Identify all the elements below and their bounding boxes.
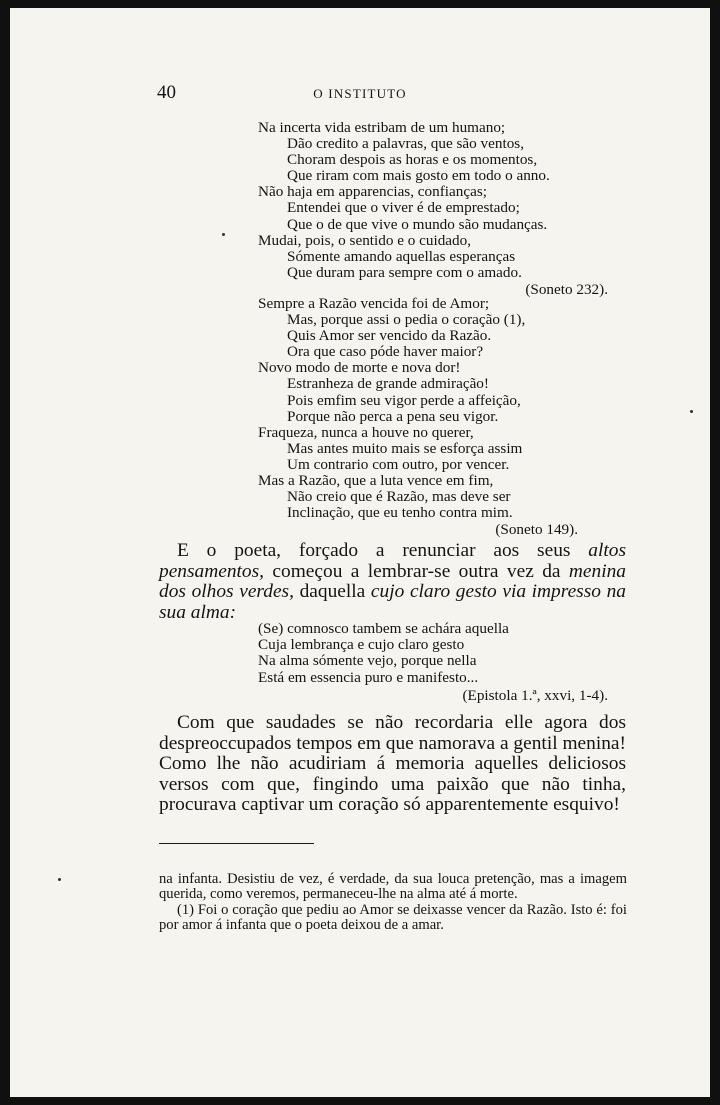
poem-line: Mas, porque assi o pedia o coração (1), xyxy=(287,311,526,329)
poem-line: Sómente amando aquellas esperanças xyxy=(287,247,516,265)
print-speck xyxy=(58,878,61,881)
poem-line: Que riram com mais gosto em todo o anno. xyxy=(287,167,550,185)
poem-line: Ora que caso póde haver maior? xyxy=(287,343,484,361)
poem-line: Cuja lembrança e cujo claro gesto xyxy=(258,636,465,654)
poem-line: Sempre a Razão vencida foi de Amor; xyxy=(258,295,490,312)
poem-line: Choram despois as horas e os momentos, xyxy=(287,151,538,169)
footnote-continuation: na infanta. Desistiu de vez, é verdade, da sua louca pretenção, mas a imagem querida, como veremos, permaneceu-lhe na alma até á morte. xyxy=(159,871,627,903)
book-page xyxy=(10,8,710,1097)
paragraph-text: Com que saudades se não recordaria elle agora dos despreoccupados tempos em que namorava a gentil menina! Como lhe não acudiriam á memoria aquelles deliciosos versos com que, fingindo uma paixão que não tinha, procurava captivar um coração só apparentemente esquivo! xyxy=(159,712,626,815)
poem-line: Dão credito a palavras, que são ventos, xyxy=(287,135,525,153)
poem-citation: (Soneto 232). xyxy=(525,280,608,298)
poem-line: Está em essencia puro e manifesto... xyxy=(258,668,479,686)
footnotes xyxy=(159,872,627,934)
poem-line: Pois emfim seu vigor perde a affeição, xyxy=(287,391,521,409)
paragraph-text xyxy=(159,541,626,623)
emphasis: menina dos olhos verdes, xyxy=(159,560,626,602)
poem-line: Mas a Razão, que a luta vence em fim, xyxy=(258,472,494,490)
poem-line: Porque não perca a pena seu vigor. xyxy=(287,407,499,425)
poem-soneto-149 xyxy=(258,296,578,538)
poem-line: Não creio que é Razão, mas deve ser xyxy=(287,488,511,506)
poem-line: Estranheza de grande admiração! xyxy=(287,375,489,393)
poem-line: Inclinação, que eu tenho contra mim. xyxy=(287,504,513,522)
footnote-rule xyxy=(159,843,314,844)
poem-line: Um contrario com outro, por vencer. xyxy=(287,455,510,473)
poem-line: Mudai, pois, o sentido e o cuidado, xyxy=(258,231,472,249)
poem-epistola xyxy=(258,621,608,704)
poem-line: Novo modo de morte e nova dor! xyxy=(258,359,461,377)
poem-line: Que duram para sempre com o amado. xyxy=(287,263,522,281)
footnote-1: (1) Foi o coração que pediu ao Amor se deixasse vencer da Razão. Isto é: foi por amor á infanta que o poeta deixou de a amar. xyxy=(159,901,627,934)
poem-line: Quis Amor ser vencido da Razão. xyxy=(287,327,492,345)
poem-line: Que o de que vive o mundo são mudanças. xyxy=(287,215,548,233)
poem-citation: (Epistola 1.ª, xxvi, 1-4). xyxy=(462,686,608,704)
running-title: O INSTITUTO xyxy=(313,86,407,101)
poem-line: Na alma sómente vejo, porque nella xyxy=(258,652,477,670)
poem-line: (Se) comnosco tambem se achára aquella xyxy=(258,620,509,637)
print-speck xyxy=(690,410,693,413)
emphasis: cujo claro gesto via impresso na sua alma: xyxy=(159,581,626,623)
poem-line: Entendei que o viver é de emprestado; xyxy=(287,199,520,217)
page-number: 40 xyxy=(157,82,176,103)
prose-paragraph xyxy=(159,713,626,816)
poem-line: Fraqueza, nunca a houve no querer, xyxy=(258,423,474,441)
poem-line: Mas antes muito mais se esforça assim xyxy=(287,439,523,457)
prose-paragraph xyxy=(159,541,626,623)
text-run: começou a lembrar-se outra vez da xyxy=(264,560,569,582)
text-run: E o poeta, forçado a renunciar aos seus xyxy=(177,540,589,561)
poem-citation: (Soneto 149). xyxy=(495,521,578,539)
poem-line: Na incerta vida estribam de um humano; xyxy=(258,119,506,136)
poem-line: Não haja em apparencias, confianças; xyxy=(258,183,487,201)
emphasis: altos pensamentos, xyxy=(159,540,626,582)
page-header xyxy=(10,80,710,110)
poem-soneto-232 xyxy=(258,120,608,298)
text-run: daquella xyxy=(293,581,371,602)
print-speck xyxy=(222,233,225,236)
